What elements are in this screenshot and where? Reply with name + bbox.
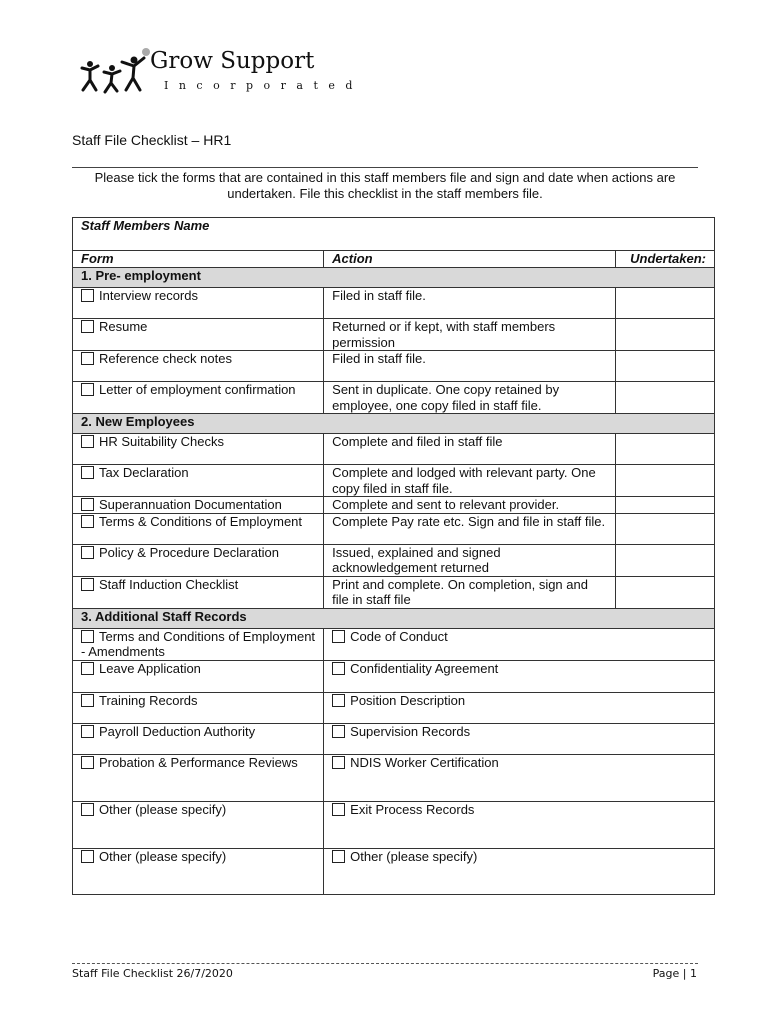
action-cell: Returned or if kept, with staff members permission xyxy=(324,319,616,351)
action-cell: Print and complete. On completion, sign and file in staff file xyxy=(324,576,616,608)
checkbox[interactable] xyxy=(332,630,345,643)
table-row xyxy=(73,513,715,544)
table-row xyxy=(73,319,715,351)
checkbox[interactable] xyxy=(81,546,94,559)
checkbox[interactable] xyxy=(81,662,94,675)
table-row xyxy=(73,382,715,414)
table-row xyxy=(73,497,715,514)
action-cell: Filed in staff file. xyxy=(324,351,616,382)
header-action: Action xyxy=(324,251,616,268)
form-cell: Supervision Records xyxy=(324,723,715,754)
checkbox[interactable] xyxy=(332,694,345,707)
form-cell: Other (please specify) xyxy=(324,848,715,894)
checkbox[interactable] xyxy=(81,352,94,365)
form-cell: HR Suitability Checks xyxy=(73,434,324,465)
form-cell: Interview records xyxy=(73,288,324,319)
header-row xyxy=(73,251,715,268)
checkbox[interactable] xyxy=(332,803,345,816)
document-title: Staff File Checklist – HR1 xyxy=(72,132,232,148)
form-cell: Superannuation Documentation xyxy=(73,497,324,514)
checkbox[interactable] xyxy=(81,803,94,816)
checkbox[interactable] xyxy=(81,320,94,333)
staff-checklist-table xyxy=(72,217,715,895)
form-cell: Tax Declaration xyxy=(73,465,324,497)
footer-document-name: Staff File Checklist 26/7/2020 xyxy=(72,967,233,980)
checkbox[interactable] xyxy=(81,435,94,448)
table-row xyxy=(73,754,715,801)
table-row xyxy=(73,288,715,319)
form-cell: Letter of employment confirmation xyxy=(73,382,324,414)
logo-subtitle: Incorporated xyxy=(164,79,363,92)
form-cell: Confidentiality Agreement xyxy=(324,660,715,692)
checkbox[interactable] xyxy=(332,662,345,675)
table-row xyxy=(73,351,715,382)
instructions-text: Please tick the forms that are contained in this staff members file and sign and date when actions are undertaken. File this checklist in the staff members file. xyxy=(94,170,676,201)
form-cell: Probation & Performance Reviews xyxy=(73,754,324,801)
action-cell: Filed in staff file. xyxy=(324,288,616,319)
undertaken-cell[interactable] xyxy=(616,497,715,514)
undertaken-cell[interactable] xyxy=(616,351,715,382)
form-cell: NDIS Worker Certification xyxy=(324,754,715,801)
form-cell: Reference check notes xyxy=(73,351,324,382)
action-cell: Issued, explained and signed acknowledgement returned xyxy=(324,544,616,576)
form-cell: Code of Conduct xyxy=(324,628,715,660)
footer-page-number: Page | 1 xyxy=(652,967,697,980)
table-row xyxy=(73,576,715,608)
undertaken-cell[interactable] xyxy=(616,576,715,608)
checkbox[interactable] xyxy=(81,289,94,302)
checkbox[interactable] xyxy=(81,498,94,511)
undertaken-cell[interactable] xyxy=(616,319,715,351)
checkbox[interactable] xyxy=(81,850,94,863)
checkbox[interactable] xyxy=(332,850,345,863)
action-cell: Sent in duplicate. One copy retained by employee, one copy filed in staff file. xyxy=(324,382,616,414)
form-cell: Policy & Procedure Declaration xyxy=(73,544,324,576)
checkbox[interactable] xyxy=(81,578,94,591)
checkbox[interactable] xyxy=(81,694,94,707)
checkbox[interactable] xyxy=(81,725,94,738)
table-row xyxy=(73,660,715,692)
form-cell: Training Records xyxy=(73,692,324,723)
section-header-additional-staff-records: 3. Additional Staff Records xyxy=(73,608,715,628)
form-cell: Other (please specify) xyxy=(73,848,324,894)
undertaken-cell[interactable] xyxy=(616,513,715,544)
table-row xyxy=(73,801,715,848)
section-header-pre-employment: 1. Pre- employment xyxy=(73,268,715,288)
form-cell: Terms & Conditions of Employment xyxy=(73,513,324,544)
table-row xyxy=(73,628,715,660)
table-row xyxy=(73,465,715,497)
checkbox[interactable] xyxy=(332,756,345,769)
action-cell: Complete and lodged with relevant party. One copy filed in staff file. xyxy=(324,465,616,497)
form-cell: Resume xyxy=(73,319,324,351)
footer-divider xyxy=(72,963,698,964)
table-row xyxy=(73,544,715,576)
form-cell: Position Description xyxy=(324,692,715,723)
checkbox[interactable] xyxy=(81,515,94,528)
undertaken-cell[interactable] xyxy=(616,434,715,465)
checkbox[interactable] xyxy=(81,466,94,479)
logo-name: Grow Support xyxy=(150,48,315,74)
company-logo xyxy=(78,46,363,106)
checkbox[interactable] xyxy=(81,630,94,643)
table-row xyxy=(73,723,715,754)
action-cell: Complete Pay rate etc. Sign and file in staff file. xyxy=(324,513,616,544)
checkbox[interactable] xyxy=(81,756,94,769)
table-row xyxy=(73,848,715,894)
form-cell: Exit Process Records xyxy=(324,801,715,848)
logo-figures-icon xyxy=(78,46,152,102)
form-cell: Leave Application xyxy=(73,660,324,692)
form-cell: Payroll Deduction Authority xyxy=(73,723,324,754)
checkbox[interactable] xyxy=(332,725,345,738)
title-divider xyxy=(72,167,698,168)
undertaken-cell[interactable] xyxy=(616,288,715,319)
section-header-new-employees: 2. New Employees xyxy=(73,414,715,434)
checkbox[interactable] xyxy=(81,383,94,396)
table-row xyxy=(73,434,715,465)
table-row xyxy=(73,692,715,723)
undertaken-cell[interactable] xyxy=(616,382,715,414)
form-cell: Other (please specify) xyxy=(73,801,324,848)
form-cell: Terms and Conditions of Employment - Amendments xyxy=(73,628,324,660)
action-cell: Complete and sent to relevant provider. xyxy=(324,497,616,514)
header-undertaken: Undertaken: xyxy=(616,251,715,268)
staff-name-row xyxy=(73,218,715,251)
form-cell: Staff Induction Checklist xyxy=(73,576,324,608)
undertaken-cell[interactable] xyxy=(616,544,715,576)
staff-name-label[interactable]: Staff Members Name xyxy=(73,218,715,251)
undertaken-cell[interactable] xyxy=(616,465,715,497)
header-form: Form xyxy=(73,251,324,268)
action-cell: Complete and filed in staff file xyxy=(324,434,616,465)
